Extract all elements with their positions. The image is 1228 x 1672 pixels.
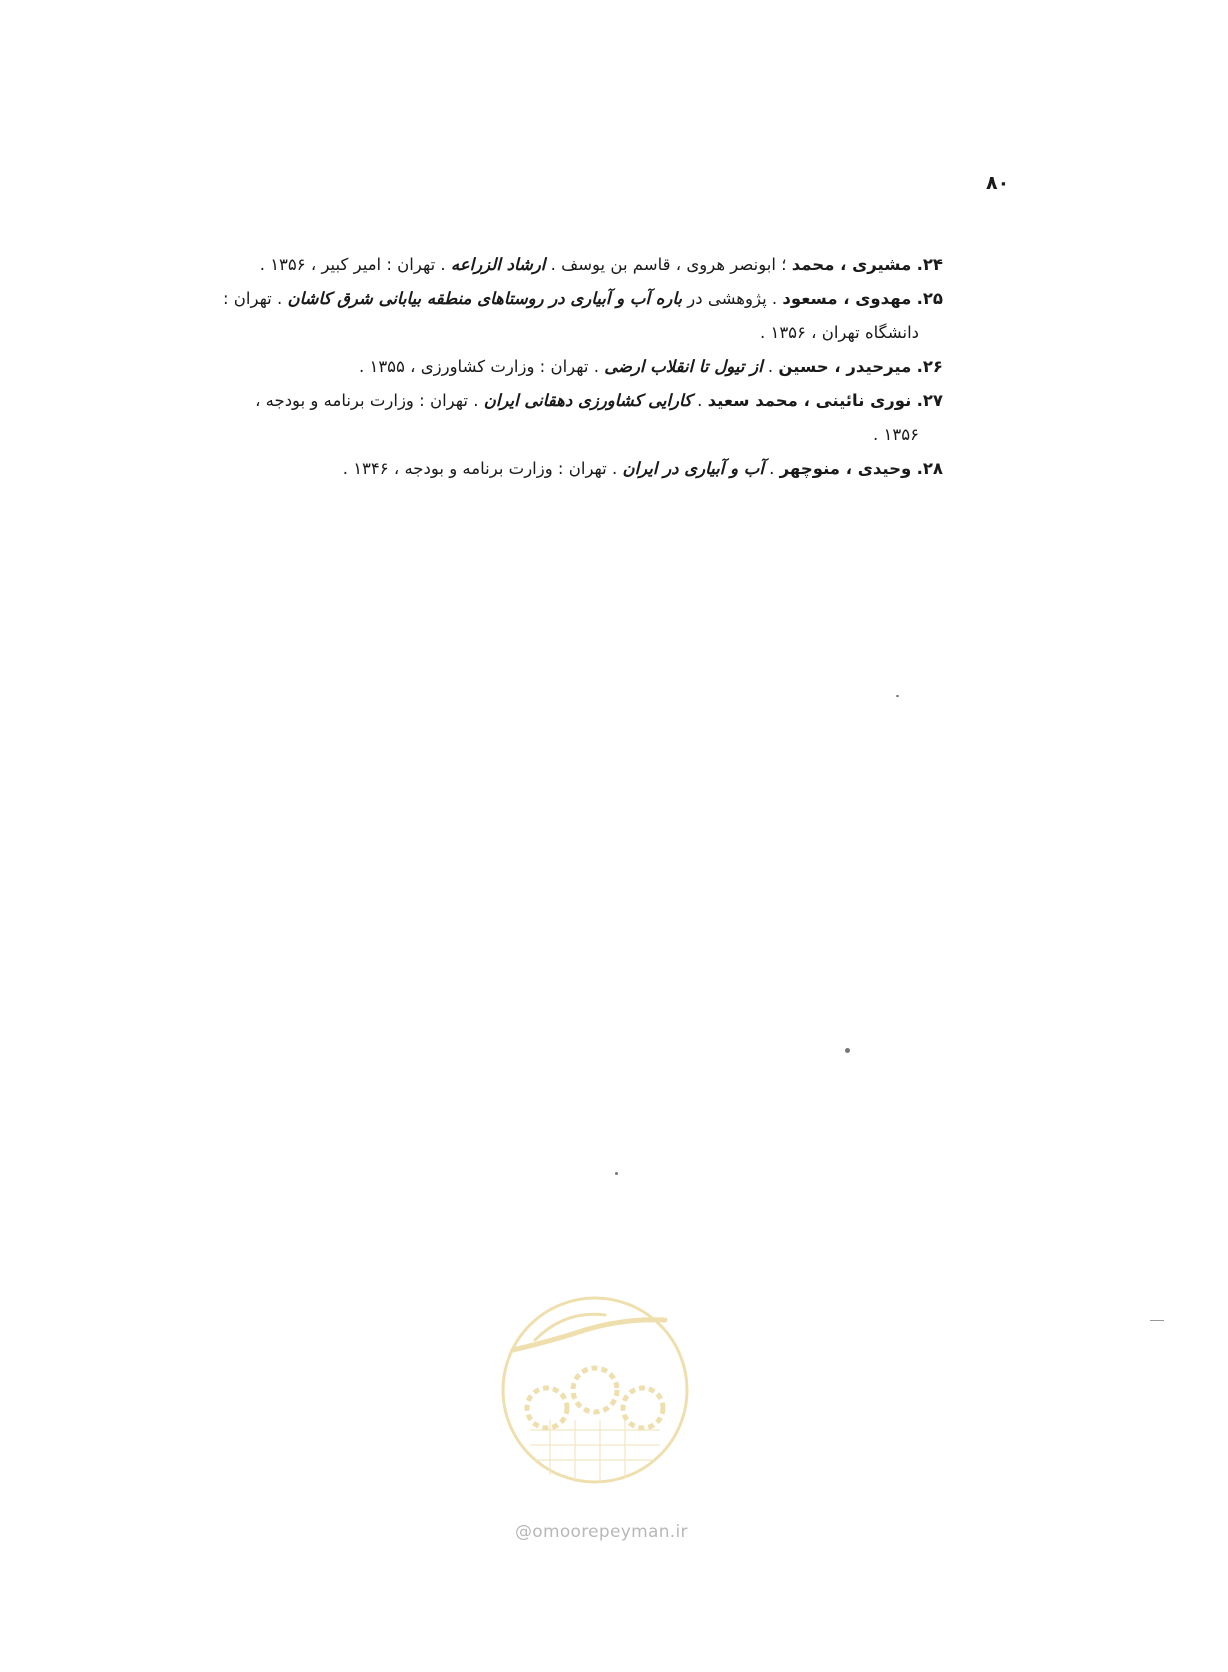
watermark-url: @omoorepeyman.ir (515, 1522, 688, 1542)
entry-text: . (769, 459, 775, 478)
entry-title: کارایی کشاورزی دهقانی ایران (483, 391, 692, 410)
entry-author: مهدوی ، مسعود (782, 289, 912, 308)
watermark-logo (495, 1290, 695, 1540)
entry-number: ۲۸. (916, 459, 943, 478)
entry-title: آب و آبیاری در ایران (622, 459, 764, 478)
entry-text: . پژوهشی در (687, 289, 778, 308)
entry-text: ؛ ابونصر هروی ، قاسم بن یوسف . (550, 255, 787, 274)
entry-author: وحیدی ، منوچهر (779, 459, 912, 478)
page-number: ۸۰ (986, 172, 1010, 194)
entry-number: ۲۴. (916, 255, 943, 274)
entry-author: نوری نائینی ، محمد سعید (707, 391, 912, 410)
entry-text: . (697, 391, 703, 410)
bibliography-entry (153, 452, 943, 486)
entry-number: ۲۷. (916, 391, 943, 410)
entry-publisher: . تهران : وزارت برنامه و بودجه ، (255, 391, 479, 410)
bibliography-entry (153, 350, 943, 384)
entry-continuation: دانشگاه تهران ، ۱۳۵۶ . (759, 323, 919, 342)
entry-title: ارشاد الزراعه (450, 255, 546, 274)
entry-title: از تیول تا انقلاب ارضی (604, 357, 763, 376)
scan-speck (1150, 1320, 1164, 1321)
entry-number: ۲۶. (916, 357, 943, 376)
entry-number: ۲۵. (916, 289, 943, 308)
entry-text: . (767, 357, 774, 376)
entry-continuation: ۱۳۵۶ . (873, 425, 919, 444)
bibliography-entry (153, 282, 943, 350)
scan-speck (615, 1172, 618, 1175)
entry-publisher: . تهران : امیر کبیر ، ۱۳۵۶ . (259, 255, 446, 274)
entry-title: باره آب و آبیاری در روستاهای منطقه بیابانی شرق کاشان (287, 289, 683, 308)
entry-author: مشیری ، محمد (791, 255, 912, 274)
entry-publisher: . تهران : (222, 289, 283, 308)
entry-author: میرحیدر ، حسین (778, 357, 912, 376)
bibliography-list (153, 248, 943, 486)
entry-publisher: . تهران : وزارت برنامه و بودجه ، ۱۳۴۶ . (342, 459, 618, 478)
bibliography-entry (153, 248, 943, 282)
scan-speck (896, 695, 899, 697)
bibliography-entry (153, 384, 943, 452)
scan-speck (845, 1048, 850, 1053)
entry-publisher: . تهران : وزارت کشاورزی ، ۱۳۵۵ . (358, 357, 599, 376)
